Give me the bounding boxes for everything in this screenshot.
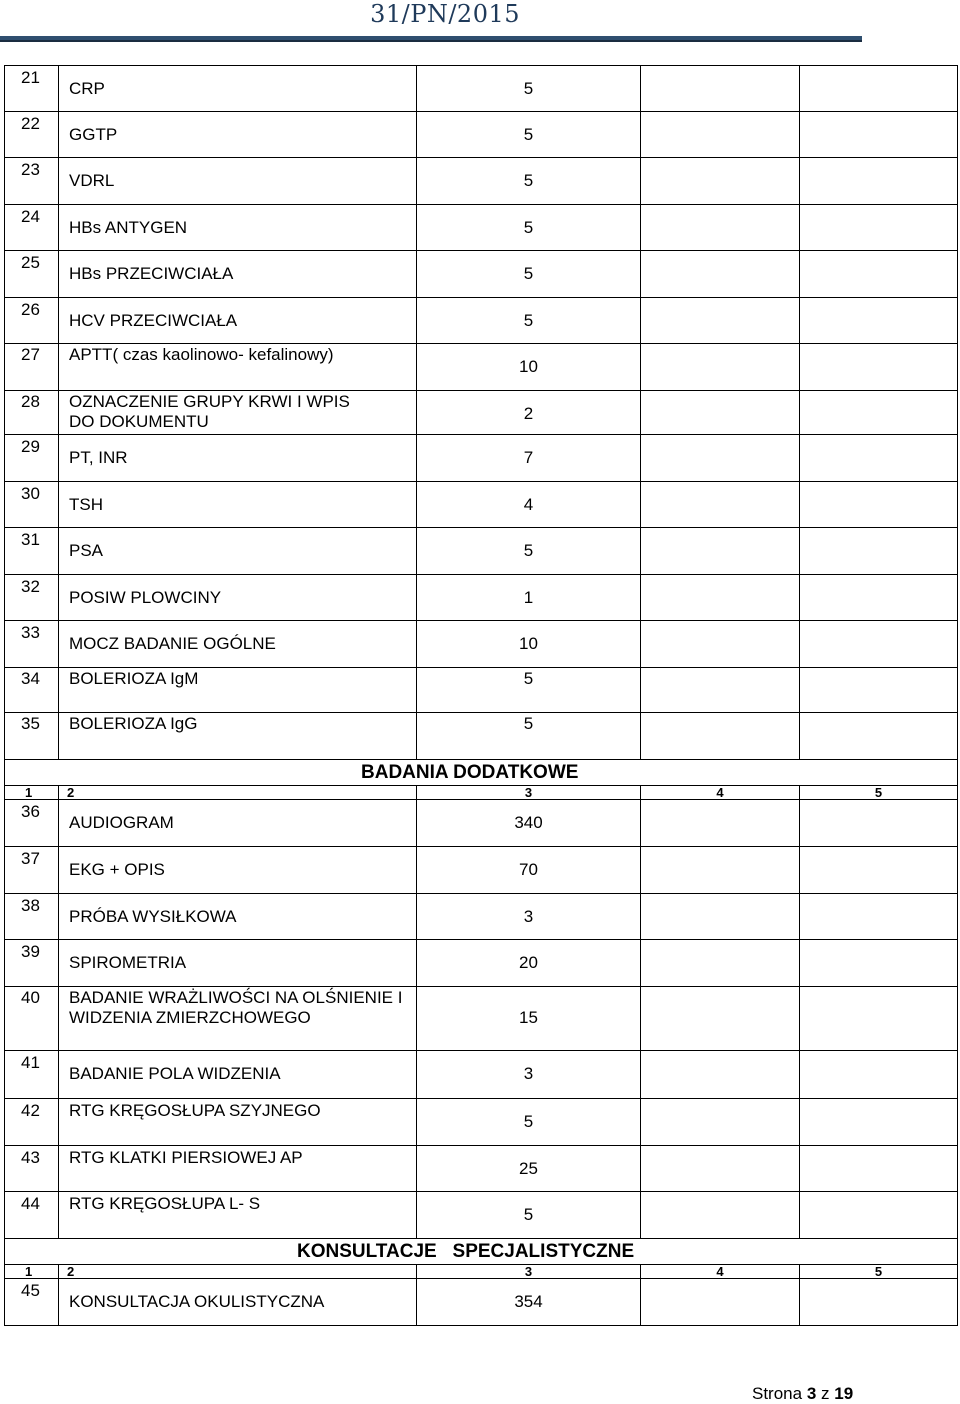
row-number: 24: [21, 207, 40, 226]
section-heading: [4, 1239, 958, 1265]
footer-sep: z: [821, 1384, 830, 1403]
empty-cell: [640, 1279, 799, 1325]
service-name: BOLERIOZA IgG: [58, 713, 416, 759]
service-name: BADANIE POLA WIDZENIA: [58, 1051, 416, 1098]
empty-cell: [799, 1146, 957, 1191]
empty-cell: [799, 713, 957, 759]
row-number: 27: [21, 345, 40, 364]
column-number: 1: [25, 785, 33, 800]
empty-cell: [640, 847, 799, 893]
service-name: RTG KRĘGOSŁUPA L- S: [58, 1192, 416, 1238]
column-number: 3: [416, 786, 640, 799]
column-number: 5: [799, 1265, 957, 1278]
table-row: [4, 575, 958, 621]
column-number: 2: [58, 1265, 416, 1278]
service-quantity: 3: [416, 894, 640, 939]
row-number: 44: [21, 1194, 40, 1213]
column-number: 5: [799, 786, 957, 799]
service-name: MOCZ BADANIE OGÓLNE: [58, 621, 416, 667]
service-quantity: 5: [416, 205, 640, 250]
service-quantity: 5: [416, 112, 640, 157]
empty-cell: [799, 251, 957, 297]
table-row: [4, 205, 958, 251]
service-quantity: 5: [416, 1099, 640, 1145]
service-quantity: 1: [416, 575, 640, 620]
service-quantity: 20: [416, 940, 640, 986]
empty-cell: [640, 713, 799, 759]
row-number: 33: [21, 623, 40, 642]
empty-cell: [640, 344, 799, 390]
service-quantity: 5: [416, 713, 640, 759]
row-number: 23: [21, 160, 40, 179]
service-quantity: 10: [416, 621, 640, 667]
row-number: 39: [21, 942, 40, 961]
table-row: [4, 800, 958, 847]
service-name: HBs ANTYGEN: [58, 205, 416, 250]
column-number-row: [4, 1265, 958, 1279]
row-number: 29: [21, 437, 40, 456]
table-row: [4, 435, 958, 482]
table-row: [4, 1146, 958, 1192]
empty-cell: [640, 800, 799, 846]
table-row: [4, 1279, 958, 1326]
service-name: BOLERIOZA IgM: [58, 668, 416, 712]
service-name: KONSULTACJA OKULISTYCZNA: [58, 1279, 416, 1325]
row-number: 26: [21, 300, 40, 319]
empty-cell: [799, 158, 957, 204]
empty-cell: [640, 1099, 799, 1145]
service-quantity: 25: [416, 1146, 640, 1191]
empty-cell: [799, 1051, 957, 1098]
service-quantity: 5: [416, 668, 640, 712]
empty-cell: [640, 1051, 799, 1098]
column-number: 4: [640, 786, 799, 799]
table-row: [4, 251, 958, 298]
table-row: [4, 1192, 958, 1239]
row-number: 28: [21, 392, 40, 411]
service-name: BADANIE WRAŻLIWOŚCI NA OLŚNIENIE I WIDZENIA ZMIERZCHOWEGO: [58, 987, 416, 1050]
row-number: 22: [21, 114, 40, 133]
service-quantity: 5: [416, 158, 640, 204]
empty-cell: [799, 344, 957, 390]
row-number: 25: [21, 253, 40, 272]
empty-cell: [640, 668, 799, 712]
service-name: PT, INR: [58, 435, 416, 481]
footer-total: 19: [834, 1384, 854, 1403]
column-number: 1: [25, 1264, 33, 1279]
empty-cell: [799, 66, 957, 111]
empty-cell: [799, 668, 957, 712]
empty-cell: [799, 1192, 957, 1238]
empty-cell: [799, 894, 957, 939]
empty-cell: [640, 1192, 799, 1238]
empty-cell: [640, 575, 799, 620]
empty-cell: [640, 940, 799, 986]
service-quantity: 70: [416, 847, 640, 893]
table-row: [4, 987, 958, 1051]
service-quantity: 5: [416, 251, 640, 297]
table-row: [4, 1099, 958, 1146]
service-name: TSH: [58, 482, 416, 527]
empty-cell: [640, 391, 799, 434]
column-number-row: [4, 786, 958, 800]
empty-cell: [799, 112, 957, 157]
empty-cell: [799, 482, 957, 527]
service-quantity: 15: [416, 987, 640, 1050]
service-name: OZNACZENIE GRUPY KRWI I WPIS DO DOKUMENTU: [58, 391, 416, 434]
service-quantity: 5: [416, 298, 640, 343]
empty-cell: [799, 528, 957, 574]
table-row: [4, 158, 958, 205]
service-name: PSA: [58, 528, 416, 574]
empty-cell: [640, 528, 799, 574]
row-number: 30: [21, 484, 40, 503]
empty-cell: [640, 298, 799, 343]
empty-cell: [640, 251, 799, 297]
service-name: SPIROMETRIA: [58, 940, 416, 986]
service-quantity: 7: [416, 435, 640, 481]
column-number: 4: [640, 1265, 799, 1278]
row-number: 34: [21, 669, 40, 688]
table-row: [4, 528, 958, 575]
row-number: 31: [21, 530, 40, 549]
row-number: 35: [21, 714, 40, 733]
empty-cell: [640, 158, 799, 204]
empty-cell: [640, 621, 799, 667]
service-quantity: 5: [416, 1192, 640, 1238]
service-quantity: 3: [416, 1051, 640, 1098]
service-name: CRP: [58, 66, 416, 111]
service-quantity: 354: [416, 1279, 640, 1325]
row-number: 37: [21, 849, 40, 868]
row-number: 42: [21, 1101, 40, 1120]
table-row: [4, 668, 958, 713]
service-quantity: 5: [416, 66, 640, 111]
table-row: [4, 940, 958, 987]
empty-cell: [799, 205, 957, 250]
empty-cell: [640, 66, 799, 111]
empty-cell: [640, 1146, 799, 1191]
empty-cell: [640, 112, 799, 157]
section-title: KONSULTACJE SPECJALISTYCZNE: [297, 1241, 635, 1262]
footer-prefix: Strona: [752, 1384, 803, 1403]
service-name: RTG KRĘGOSŁUPA SZYJNEGO: [58, 1099, 416, 1145]
table-row: [4, 713, 958, 760]
empty-cell: [640, 435, 799, 481]
table-row: [4, 482, 958, 528]
table-row: [4, 391, 958, 435]
row-number: 36: [21, 802, 40, 821]
document-code: 31/PN/2015: [370, 0, 520, 28]
service-name: HBs PRZECIWCIAŁA: [58, 251, 416, 297]
section-heading: [4, 760, 958, 786]
service-name: AUDIOGRAM: [58, 800, 416, 846]
page-footer: [752, 1384, 853, 1404]
footer-page: 3: [806, 1384, 817, 1403]
empty-cell: [799, 1279, 957, 1325]
column-number: 2: [58, 786, 416, 799]
table-row: [4, 894, 958, 940]
empty-cell: [799, 298, 957, 343]
services-table: [4, 65, 958, 1326]
table-row: [4, 344, 958, 391]
row-number: 43: [21, 1148, 40, 1167]
empty-cell: [799, 940, 957, 986]
table-row: [4, 112, 958, 158]
section-title: BADANIA DODATKOWE: [361, 762, 579, 783]
service-name: APTT( czas kaolinowo- kefalinowy): [58, 344, 416, 390]
row-number: 41: [21, 1053, 40, 1072]
service-name: GGTP: [58, 112, 416, 157]
service-name: POSIW PLOWCINY: [58, 575, 416, 620]
empty-cell: [640, 482, 799, 527]
table-row: [4, 1051, 958, 1099]
empty-cell: [799, 391, 957, 434]
service-quantity: 2: [416, 391, 640, 434]
service-quantity: 4: [416, 482, 640, 527]
empty-cell: [640, 894, 799, 939]
service-name: EKG + OPIS: [58, 847, 416, 893]
row-number: 40: [21, 988, 40, 1007]
service-name: HCV PRZECIWCIAŁA: [58, 298, 416, 343]
empty-cell: [799, 575, 957, 620]
service-name: PRÓBA WYSIŁKOWA: [58, 894, 416, 939]
row-number: 38: [21, 896, 40, 915]
table-row: [4, 847, 958, 894]
empty-cell: [799, 1099, 957, 1145]
empty-cell: [799, 987, 957, 1050]
service-quantity: 340: [416, 800, 640, 846]
table-row: [4, 65, 958, 112]
service-quantity: 10: [416, 344, 640, 390]
service-name: RTG KLATKI PIERSIOWEJ AP: [58, 1146, 416, 1191]
empty-cell: [799, 435, 957, 481]
empty-cell: [799, 800, 957, 846]
table-row: [4, 298, 958, 344]
empty-cell: [799, 621, 957, 667]
service-name: VDRL: [58, 158, 416, 204]
row-number: 21: [21, 68, 40, 87]
empty-cell: [640, 987, 799, 1050]
table-row: [4, 621, 958, 668]
column-number: 3: [416, 1265, 640, 1278]
empty-cell: [799, 847, 957, 893]
row-number: 45: [21, 1281, 40, 1300]
header-rule-dark: [0, 40, 862, 42]
service-quantity: 5: [416, 528, 640, 574]
empty-cell: [640, 205, 799, 250]
row-number: 32: [21, 577, 40, 596]
